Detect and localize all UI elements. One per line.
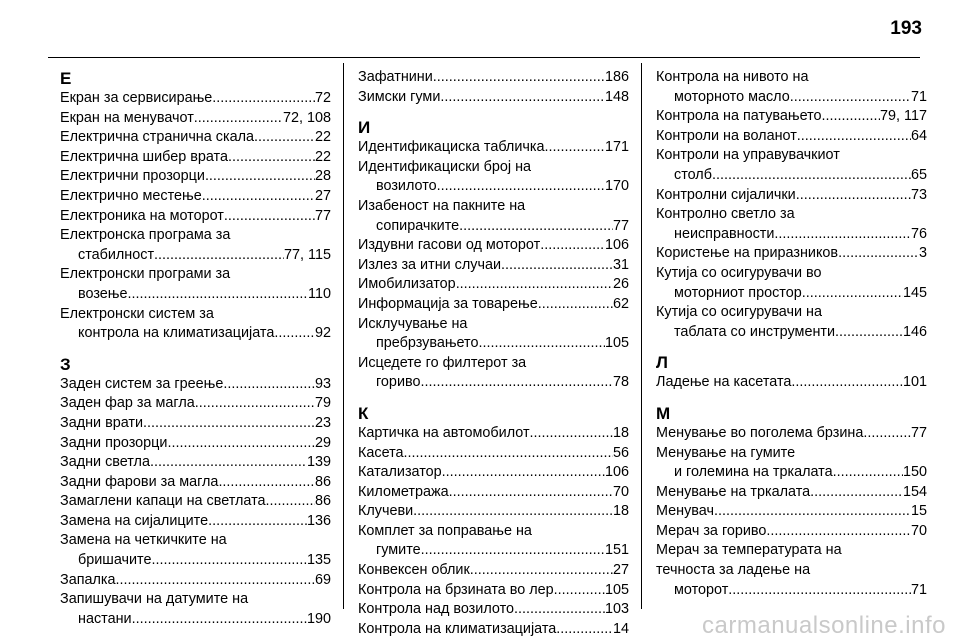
entry-text: Исцедете го филтерот за — [358, 354, 527, 371]
entry-page: 29 — [314, 434, 331, 451]
leader-dots — [437, 177, 605, 197]
index-entry — [358, 561, 629, 581]
index-entry — [358, 197, 629, 236]
index-entry — [656, 424, 927, 444]
leader-dots — [822, 107, 881, 127]
leader-dots — [254, 128, 315, 148]
index-entry — [60, 394, 331, 414]
index-entry — [358, 444, 629, 464]
entry-page: 105 — [604, 335, 629, 352]
leader-dots — [835, 323, 903, 343]
entry-text: Екран за сервисирање — [60, 90, 213, 106]
section-letter: К — [358, 403, 369, 423]
entry-text: пребрзувањето — [376, 335, 479, 352]
leader-dots — [833, 463, 903, 483]
index-entry — [60, 492, 331, 512]
entry-text: Изабеност на пакните на — [358, 197, 526, 214]
entry-page: 79, 117 — [880, 108, 927, 125]
leader-dots — [774, 225, 911, 245]
leader-dots — [167, 434, 315, 454]
entry-text: Километража — [358, 483, 449, 500]
entry-text: Контролни сијалички — [656, 186, 796, 203]
leader-dots — [150, 453, 307, 473]
entry-text: Задни прозорци — [60, 434, 168, 451]
index-entry — [358, 88, 629, 108]
entry-page: 186 — [604, 69, 629, 85]
entry-page: 15 — [910, 503, 927, 520]
leader-dots — [212, 89, 315, 109]
index-section — [656, 352, 927, 393]
section-letter: Е — [60, 69, 72, 88]
entry-text: Електронска програма за — [60, 227, 231, 244]
entry-text: Касета — [358, 444, 404, 461]
entry-text: Замена на сијалиците — [60, 512, 209, 529]
leader-dots — [420, 373, 613, 393]
entry-text: Контролно светло за — [656, 206, 795, 223]
index-entry — [656, 127, 927, 147]
leader-dots — [514, 600, 605, 620]
entry-text: стабилност — [78, 246, 155, 263]
section-letter: И — [358, 118, 371, 138]
index-entry — [656, 186, 927, 206]
entry-page: 92 — [314, 325, 331, 342]
watermark: carmanualsonline.info — [702, 612, 946, 639]
index-entry — [60, 590, 331, 629]
leader-dots — [479, 334, 605, 354]
entry-text: сопирачките — [376, 217, 460, 234]
entry-page: 69 — [314, 571, 331, 588]
index-entry — [60, 305, 331, 344]
entry-page: 62 — [612, 295, 629, 312]
entry-page: 31 — [612, 256, 629, 273]
index-entry — [358, 424, 629, 444]
index-entry — [358, 295, 629, 315]
index-entry — [358, 158, 629, 197]
entry-text: Електронски програми за — [60, 266, 231, 283]
entry-text: возење — [78, 285, 128, 302]
index-entry — [358, 581, 629, 601]
entry-page: 145 — [902, 284, 927, 301]
entry-text: Кутија со осигурувачи во — [656, 264, 822, 281]
column-divider-2 — [641, 63, 642, 609]
entry-page: 190 — [306, 610, 331, 627]
entry-text: гориво — [376, 374, 421, 391]
entry-text: Контрола на патувањето — [656, 108, 822, 125]
index-entry — [358, 68, 629, 88]
index-entry — [358, 236, 629, 256]
entry-text: Издувни гасови од моторот — [358, 237, 541, 254]
entry-page: 22 — [314, 148, 331, 165]
entry-page: 72, 108 — [282, 109, 331, 126]
entry-text: Зимски гуми — [358, 88, 441, 105]
index-entry — [60, 128, 331, 148]
entry-page: 93 — [314, 375, 331, 392]
entry-page: 56 — [612, 444, 629, 461]
entry-text: контрола на климатизацијата — [78, 325, 275, 342]
section-letter: М — [656, 403, 671, 423]
leader-dots — [459, 217, 613, 237]
entry-text: Заден фар за магла — [60, 395, 195, 412]
index-entry — [60, 148, 331, 168]
entry-page: 26 — [612, 276, 629, 293]
index-entry — [60, 531, 331, 570]
leader-dots — [538, 295, 613, 315]
entry-text: моторот — [674, 581, 729, 598]
index-entry — [656, 244, 927, 264]
entry-page: 18 — [612, 424, 629, 441]
entry-page: 72 — [314, 90, 331, 106]
entry-text: Излез за итни случаи — [358, 256, 501, 273]
entry-text: Контрола на брзината во лер — [358, 581, 554, 598]
entry-page: 103 — [604, 601, 629, 618]
entry-text: Контрола на климатизацијата — [358, 620, 557, 637]
header-rule — [48, 57, 920, 58]
index-entry — [60, 414, 331, 434]
index-entry — [656, 107, 927, 127]
leader-dots — [810, 483, 903, 503]
entry-text: моторното масло — [674, 88, 790, 105]
entry-text: столб — [674, 166, 712, 183]
index-entry — [60, 109, 331, 129]
leader-dots — [433, 68, 605, 88]
index-column-3 — [656, 68, 927, 600]
entry-text: Зафатнини — [358, 69, 433, 85]
entry-text: Запалка — [60, 571, 116, 588]
entry-page: 71 — [910, 88, 927, 105]
entry-page: 77, 115 — [284, 246, 331, 263]
leader-dots — [554, 581, 605, 601]
entry-page: 78 — [612, 374, 629, 391]
leader-dots — [202, 187, 315, 207]
index-column-2 — [358, 68, 629, 639]
entry-page: 14 — [612, 620, 629, 637]
index-entry — [358, 483, 629, 503]
entry-page: 101 — [902, 374, 927, 391]
index-entry — [656, 502, 927, 522]
entry-text: Електрично местење — [60, 187, 202, 204]
index-section — [656, 403, 927, 600]
entry-text: Контрола на нивото на — [656, 69, 809, 85]
leader-dots — [218, 473, 315, 493]
index-section — [60, 68, 331, 344]
leader-dots — [228, 148, 315, 168]
index-entry — [656, 146, 927, 185]
entry-page: 106 — [604, 237, 629, 254]
entry-text: Екран на менувачот — [60, 109, 194, 126]
column-divider-1 — [343, 63, 344, 609]
entry-page: 76 — [910, 225, 927, 242]
entry-text: Менување на гумите — [656, 444, 796, 461]
index-entry — [60, 207, 331, 227]
page-number: 193 — [890, 18, 922, 39]
entry-text: Исклучување на — [358, 315, 468, 332]
leader-dots — [796, 186, 911, 206]
entry-page: 77 — [910, 424, 927, 441]
entry-text: Електрична странична скала — [60, 129, 254, 146]
entry-page: 27 — [314, 187, 331, 204]
entry-text: Клучеви — [358, 503, 414, 520]
index-entry — [656, 444, 927, 483]
leader-dots — [556, 620, 613, 640]
entry-text: течноста за ладење на — [656, 562, 811, 579]
entry-page: 110 — [308, 285, 331, 302]
leader-dots — [838, 244, 919, 264]
leader-dots — [540, 236, 605, 256]
leader-dots — [470, 561, 613, 581]
entry-text: Замаглени капаци на светлата — [60, 493, 266, 510]
entry-text: Комплет за поправање на — [358, 522, 532, 539]
index-entry — [60, 89, 331, 109]
entry-text: таблата со инструменти — [674, 323, 836, 340]
index-entry — [60, 226, 331, 265]
entry-page: 65 — [910, 166, 927, 183]
entry-text: Менување на тркалата — [656, 483, 811, 500]
entry-text: Електрични прозорци — [60, 168, 205, 185]
entry-page: 150 — [902, 464, 927, 481]
leader-dots — [152, 551, 307, 571]
index-entry — [60, 453, 331, 473]
index-section — [358, 403, 629, 640]
entry-text: моторниот простор — [674, 284, 802, 301]
index-entry — [60, 375, 331, 395]
entry-text: Запишувачи на датумите на — [60, 591, 249, 608]
entry-text: гумите — [376, 542, 421, 559]
entry-page: 154 — [902, 483, 927, 500]
entry-text: Заден систем за греење — [60, 375, 224, 392]
index-entry — [358, 502, 629, 522]
leader-dots — [714, 502, 911, 522]
leader-dots — [766, 522, 911, 542]
leader-dots — [194, 109, 283, 129]
index-entry — [358, 275, 629, 295]
entry-page: 64 — [910, 127, 927, 144]
leader-dots — [728, 581, 911, 601]
entry-page: 170 — [604, 178, 629, 195]
entry-page: 79 — [314, 395, 331, 412]
entry-page: 146 — [902, 323, 927, 340]
section-letter: З — [60, 354, 71, 374]
index-entry — [656, 264, 927, 303]
entry-page: 73 — [910, 186, 927, 203]
entry-text: Картичка на автомобилот — [358, 424, 530, 441]
index-entry — [60, 473, 331, 493]
index-entry — [60, 187, 331, 207]
index-entry — [60, 167, 331, 187]
index-column-1 — [60, 68, 331, 629]
entry-text: возилото — [376, 178, 437, 195]
entry-text: Користење на приразников — [656, 245, 839, 262]
entry-text: Информација за товарење — [358, 295, 538, 312]
entry-page: 27 — [612, 562, 629, 579]
leader-dots — [223, 375, 315, 395]
entry-text: Идентификациска табличка — [358, 139, 545, 156]
index-entry — [358, 354, 629, 393]
entry-text: Задни врати — [60, 414, 144, 431]
leader-dots — [127, 285, 308, 305]
entry-text: Мерач за температурата на — [656, 542, 842, 559]
leader-dots — [440, 88, 605, 108]
index-entry — [656, 541, 927, 600]
entry-text: Контрола над возилото — [358, 601, 514, 618]
leader-dots — [208, 512, 307, 532]
entry-page: 151 — [604, 542, 629, 559]
entry-text: Менувач — [656, 503, 714, 520]
entry-text: Електрична шибер врата — [60, 148, 228, 165]
entry-text: Кутија со осигурувачи на — [656, 304, 822, 321]
entry-text: Идентификациски број на — [358, 158, 532, 175]
index-entry — [358, 600, 629, 620]
entry-page: 86 — [314, 473, 331, 490]
index-entry — [656, 205, 927, 244]
entry-text: неисправности — [674, 225, 775, 242]
leader-dots — [195, 394, 315, 414]
entry-text: бришачите — [78, 552, 152, 569]
index-entry — [60, 265, 331, 304]
leader-dots — [413, 502, 613, 522]
leader-dots — [530, 424, 613, 444]
index-entry — [60, 512, 331, 532]
index-entry — [60, 571, 331, 591]
entry-text: и големина на тркалата — [674, 464, 833, 481]
entry-page: 28 — [314, 168, 331, 185]
entry-page: 23 — [314, 414, 331, 431]
entry-page: 3 — [918, 245, 927, 262]
leader-dots — [449, 483, 613, 503]
entry-page: 70 — [910, 522, 927, 539]
entry-page: 22 — [314, 129, 331, 146]
index-entry — [358, 138, 629, 158]
entry-text: Катализатор — [358, 464, 442, 481]
index-entry — [60, 434, 331, 454]
entry-page: 135 — [306, 552, 331, 569]
leader-dots — [797, 127, 911, 147]
index-entry — [358, 463, 629, 483]
entry-text: Менување во поголема брзина. — [656, 424, 868, 441]
index-entry — [358, 522, 629, 561]
entry-text: Електронски систем за — [60, 305, 214, 322]
entry-text: Задни светла — [60, 454, 150, 471]
index-section — [60, 354, 331, 630]
leader-dots — [274, 324, 315, 344]
index-entry — [656, 303, 927, 342]
entry-page: 77 — [612, 217, 629, 234]
leader-dots — [791, 373, 903, 393]
entry-text: Задни фарови за магла — [60, 473, 219, 490]
entry-text: настани — [78, 610, 132, 627]
leader-dots — [544, 138, 605, 158]
leader-dots — [143, 414, 315, 434]
index-section — [656, 68, 927, 342]
leader-dots — [224, 207, 315, 227]
leader-dots — [442, 463, 605, 483]
entry-text: Електроника на моторот — [60, 207, 224, 224]
entry-text: Ладење на касетата — [656, 374, 792, 391]
leader-dots — [154, 246, 284, 266]
index-entry — [358, 620, 629, 640]
index-entry — [656, 68, 927, 107]
entry-page: 70 — [612, 483, 629, 500]
entry-text: Мерач за гориво — [656, 522, 767, 539]
entry-page: 77 — [314, 207, 331, 224]
entry-page: 148 — [604, 88, 629, 105]
leader-dots — [132, 610, 307, 630]
entry-page: 136 — [306, 512, 331, 529]
leader-dots — [116, 571, 315, 591]
leader-dots — [456, 275, 613, 295]
entry-page: 86 — [314, 493, 331, 510]
leader-dots — [867, 424, 911, 444]
leader-dots — [790, 88, 911, 108]
entry-text: Контроли на управувачкиот — [656, 147, 840, 164]
leader-dots — [421, 541, 605, 561]
entry-page: 105 — [604, 581, 629, 598]
entry-text: Замена на четкичките на — [60, 532, 227, 549]
leader-dots — [205, 167, 315, 187]
leader-dots — [266, 492, 315, 512]
leader-dots — [501, 256, 613, 276]
entry-text: Конвексен облик — [358, 562, 470, 579]
index-entry — [358, 256, 629, 276]
index-section — [358, 117, 629, 393]
entry-page: 71 — [910, 581, 927, 598]
entry-page: 139 — [306, 454, 331, 471]
entry-page: 171 — [604, 139, 629, 156]
leader-dots — [712, 166, 911, 186]
index-entry — [358, 315, 629, 354]
entry-page: 106 — [604, 464, 629, 481]
section-letter: Л — [656, 353, 668, 373]
entry-text: Контроли на воланот — [656, 127, 797, 144]
index-entry — [656, 483, 927, 503]
index-section — [358, 68, 629, 107]
entry-text: Имобилизатор — [358, 276, 456, 293]
leader-dots — [404, 444, 613, 464]
index-entry — [656, 522, 927, 542]
entry-page: 18 — [612, 503, 629, 520]
index-entry — [656, 373, 927, 393]
leader-dots — [802, 284, 903, 304]
